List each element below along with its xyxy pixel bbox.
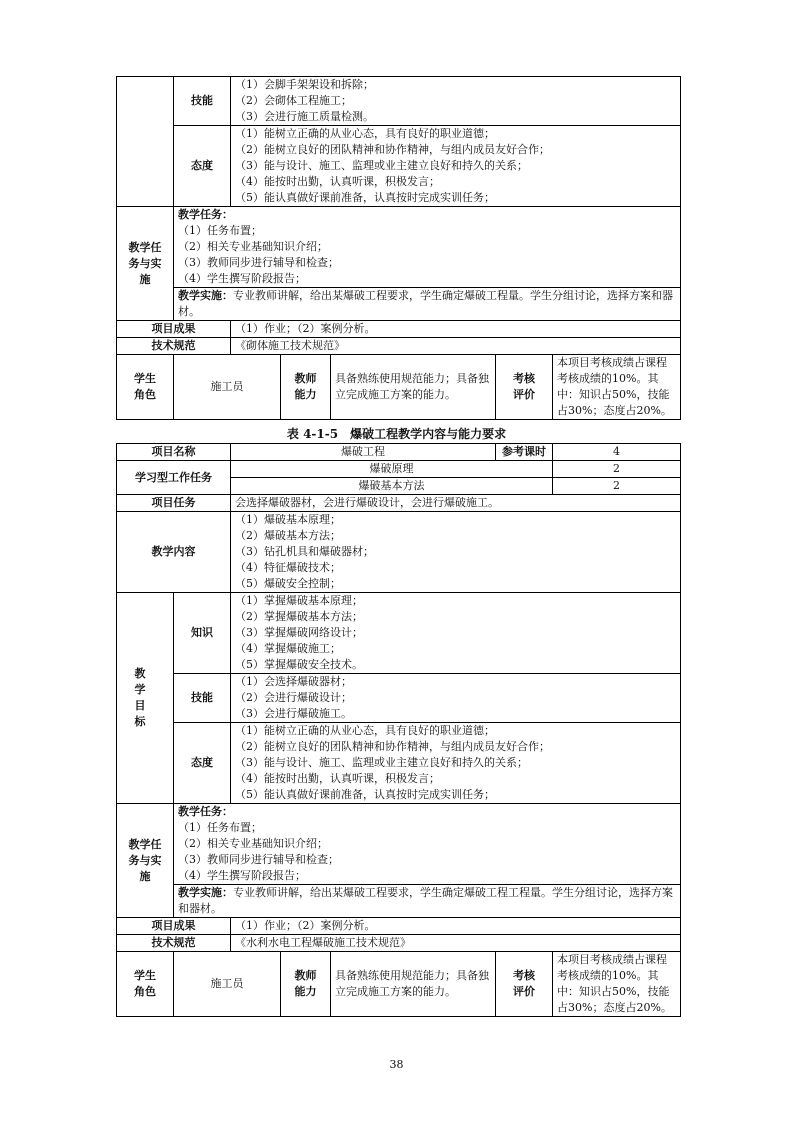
impl-block: 教学实施：专业教师讲解，给出某爆破工程要求，学生确定爆破工程量。学生分组讨论，选择方案和器材。: [174, 288, 681, 321]
knowledge-label: 知识: [174, 593, 231, 674]
task-hours: 2: [553, 478, 681, 495]
blasting-table: [116, 443, 681, 1017]
knowledge-items: （1）掌握爆破基本原理； （2）掌握爆破基本方法； （3）掌握爆破网络设计； （4）掌握爆破施工； （5）掌握爆破安全技术。: [231, 593, 681, 674]
student-role-label: 学生角色: [117, 355, 174, 420]
teacher-ability-value: 具备熟练使用规范能力；具备独立完成施工方案的能力。: [331, 952, 496, 1017]
teacher-ability-label: 教师能力: [281, 355, 331, 420]
student-role-value: 施工员: [174, 952, 281, 1017]
teach-label: 教学任务与实施: [117, 804, 174, 918]
impl-block: 教学实施：专业教师讲解，给出某爆破工程要求，学生确定爆破工程工程量。学生分组讨论，选择方案和器材。: [174, 885, 681, 918]
spec-value: 《水利水电工程爆破施工技术规范》: [231, 935, 681, 952]
assess-label: 考核评价: [496, 355, 553, 420]
project-task-label: 项目任务: [117, 495, 231, 512]
goal-cell-continued: [117, 77, 174, 207]
spec-label: 技术规范: [117, 338, 231, 355]
attitude-label: 态度: [174, 723, 231, 804]
name-label: 项目名称: [117, 444, 231, 461]
content-items: （1）爆破基本原理； （2）爆破基本方法； （3）钻孔机具和爆破器材； （4）特征爆破技术； （5）爆破安全控制；: [231, 512, 681, 593]
attitude-items: （1）能树立正确的从业心态，具有良好的职业道德； （2）能树立良好的团队精神和协作精神，与组内成员友好合作； （3）能与设计、施工、监理或业主建立良好和持久的关系； （4）能按时出勤，认真听课，积极发言； （5）能认真做好课前准备，认真按时完成实训任务；: [231, 126, 681, 207]
skill-label: 技能: [174, 77, 231, 126]
goal-label: 教学目标: [117, 593, 174, 804]
teacher-ability-label: 教师能力: [281, 952, 331, 1017]
assess-value: 本项目考核成绩占课程考核成绩的10%。其中：知识占50%，技能占30%；态度占20%。: [553, 355, 681, 420]
teach-label: 教学任务与实施: [117, 207, 174, 321]
attitude-label: 态度: [174, 126, 231, 207]
hours-value: 4: [553, 444, 681, 461]
task-name: 爆破原理: [231, 461, 553, 478]
spec-label: 技术规范: [117, 935, 231, 952]
task-hours: 2: [553, 461, 681, 478]
project-task-value: 会选择爆破器材，会进行爆破设计，会进行爆破施工。: [231, 495, 681, 512]
hours-label: 参考课时: [496, 444, 553, 461]
skill-items: （1）会选择爆破器材； （2）会进行爆破设计； （3）会进行爆破施工。: [231, 674, 681, 723]
page-number: 38: [389, 1058, 404, 1071]
student-role-value: 施工员: [174, 355, 281, 420]
table-caption: 表 4-1-5 爆破工程教学内容与能力要求: [286, 427, 507, 441]
assess-label: 考核评价: [496, 952, 553, 1017]
tasks-label: 学习型工作任务: [117, 461, 231, 495]
skill-label: 技能: [174, 674, 231, 723]
attitude-items: （1）能树立正确的从业心态，具有良好的职业道德； （2）能树立良好的团队精神和协作精神，与组内成员友好合作； （3）能与设计、施工、监理或业主建立良好和持久的关系； （4）能按时出勤，认真听课，积极发言； （5）能认真做好课前准备，认真按时完成实训任务；: [231, 723, 681, 804]
student-role-label: 学生角色: [117, 952, 174, 1017]
task-block: 教学任务： （1）任务布置； （2）相关专业基础知识介绍； （3）教师同步进行辅导和检查； （4）学生撰写阶段报告；: [174, 207, 681, 288]
result-value: （1）作业；（2）案例分析。: [231, 321, 681, 338]
teacher-ability-value: 具备熟练使用规范能力；具备独立完成施工方案的能力。: [331, 355, 496, 420]
result-label: 项目成果: [117, 918, 231, 935]
name-value: 爆破工程: [231, 444, 496, 461]
task-name: 爆破基本方法: [231, 478, 553, 495]
spec-value: 《砌体施工技术规范》: [231, 338, 681, 355]
result-value: （1）作业；（2）案例分析。: [231, 918, 681, 935]
skill-items: （1）会脚手架架设和拆除； （2）会砌体工程施工； （3）会进行施工质量检测。: [231, 77, 681, 126]
assess-value: 本项目考核成绩占课程考核成绩的10%。其中：知识占50%，技能占30%；态度占20%。: [553, 952, 681, 1017]
content-label: 教学内容: [117, 512, 231, 593]
task-block: 教学任务： （1）任务布置； （2）相关专业基础知识介绍； （3）教师同步进行辅导和检查； （4）学生撰写阶段报告；: [174, 804, 681, 885]
table-continued: [116, 76, 681, 420]
result-label: 项目成果: [117, 321, 231, 338]
